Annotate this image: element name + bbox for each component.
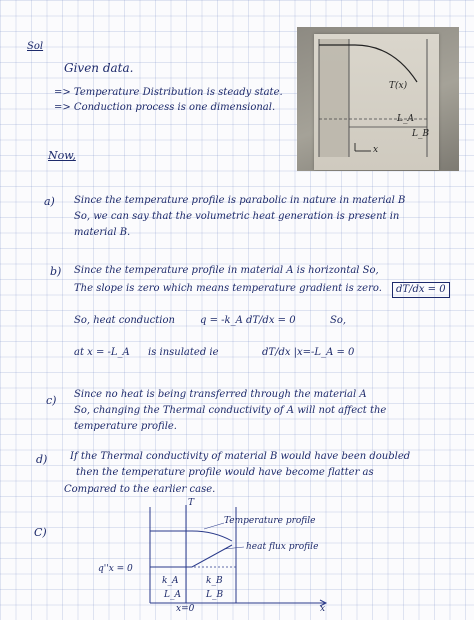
boundary-condition-equation: dT/dx |x=-L_A = 0 [262, 347, 355, 358]
part-b-label: b) [50, 265, 62, 278]
part-c-label: c) [46, 394, 57, 407]
part-c-line-1: Since no heat is being transferred through the material A [74, 389, 367, 400]
part-a-line-2: So, we can say that the volumetric heat generation is present in [74, 211, 400, 222]
part-b-line-2: The slope is zero which means temperature gradient is zero. [74, 283, 382, 294]
part-e-label: C) [34, 526, 47, 539]
part-d-line-3: Compared to the earlier case. [64, 484, 216, 495]
part-d-line-1: If the Thermal conductivity of material B would have been doubled [70, 451, 411, 462]
solution-heading: Sol [27, 41, 44, 52]
gradient-box: dT/dx = 0 [392, 282, 450, 298]
problem-figure-photo [297, 27, 459, 171]
now-heading: Now, [48, 149, 76, 162]
t-axis-label: T [188, 498, 195, 508]
part-c-line-2: So, changing the Thermal conductivity of A will not affect the [74, 405, 387, 416]
heat-conduction-equation: q = -k_A dT/dx = 0 [200, 315, 296, 326]
part-d-label: d) [36, 453, 48, 466]
photo-label-la: L_A [397, 114, 414, 124]
sketch-figure [98, 498, 338, 619]
given-line-2: => Conduction process is one dimensional. [54, 102, 276, 113]
part-b-line-4-mid: is insulated ie [148, 347, 219, 358]
part-a-label: a) [44, 195, 55, 208]
part-b-line-3-suffix: So, [330, 315, 347, 326]
part-d-line-2: then the temperature profile would have become flatter as [76, 467, 374, 478]
temperature-profile-label: Temperature profile [224, 516, 316, 526]
photo-label-tx: T(x) [389, 81, 408, 91]
la-label: L_A [164, 590, 181, 600]
part-b-line-3-prefix: So, heat conduction [74, 315, 175, 326]
part-c-line-3: temperature profile. [74, 421, 177, 432]
heat-flux-profile-label: heat flux profile [246, 542, 319, 552]
ka-label: k_A [162, 576, 179, 586]
photo-label-lb: L_B [412, 129, 430, 139]
x-axis-label: x [320, 604, 326, 614]
lb-label: L_B [206, 590, 224, 600]
given-data-title: Given data. [64, 61, 134, 75]
origin-label: x=0 [176, 604, 195, 614]
heat-flux-zero-label: q''x = 0 [98, 564, 133, 574]
kb-label: k_B [206, 576, 223, 586]
part-b-line-1: Since the temperature profile in material A is horizontal So, [74, 265, 379, 276]
given-line-1: => Temperature Distribution is steady state. [54, 87, 283, 98]
part-a-line-3: material B. [74, 227, 131, 238]
photo-label-x: x [373, 145, 379, 155]
part-b-line-4-prefix: at x = -L_A [74, 347, 130, 358]
part-a-line-1: Since the temperature profile is parabolic in nature in material B [74, 195, 406, 206]
